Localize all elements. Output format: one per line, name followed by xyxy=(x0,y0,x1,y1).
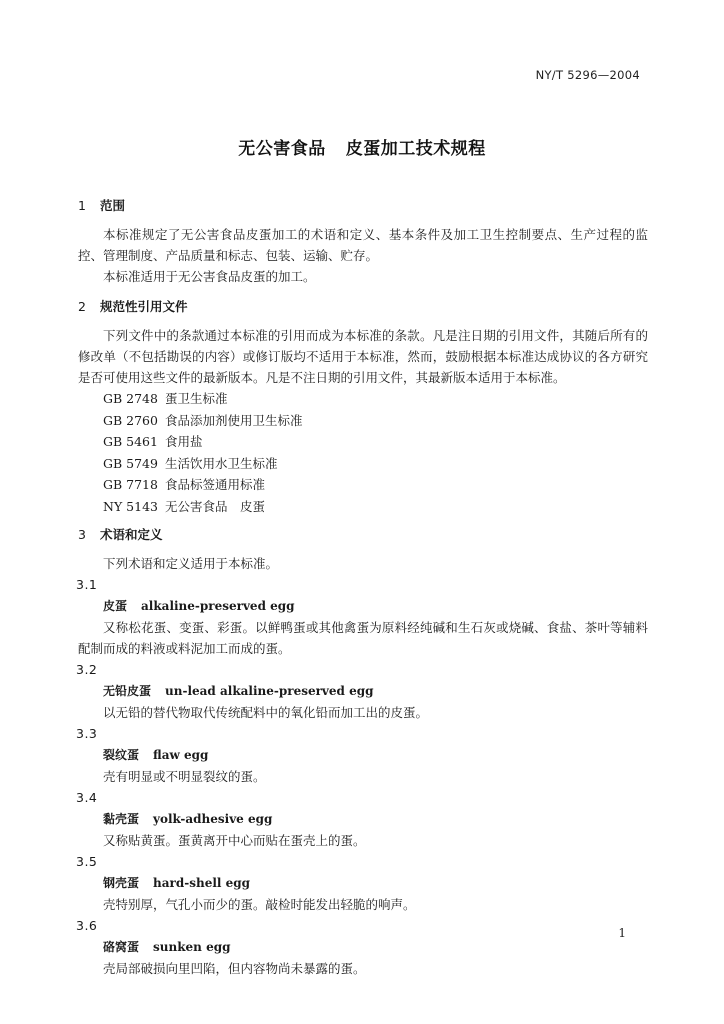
reference-code: GB 2760 xyxy=(103,412,158,428)
term-number: 3.3 xyxy=(76,726,98,741)
term-number: 3.5 xyxy=(76,854,98,869)
term-number: 3.6 xyxy=(76,918,98,933)
section-number: 1 xyxy=(78,198,86,213)
section-number: 2 xyxy=(78,299,86,314)
reference-title: 无公害食品 皮蛋 xyxy=(165,498,266,514)
term-entry xyxy=(78,574,648,659)
term-number: 3.2 xyxy=(76,662,98,677)
reference-item xyxy=(103,474,648,496)
section-heading-scope xyxy=(78,196,648,218)
reference-item xyxy=(103,388,648,410)
term-zh: 黏壳蛋 xyxy=(103,812,140,826)
reference-item xyxy=(103,496,648,518)
term-heading xyxy=(78,872,648,894)
section-title: 规范性引用文件 xyxy=(100,299,188,314)
section-heading-normative-references xyxy=(78,297,648,319)
paragraph: 下列术语和定义适用于本标准。 xyxy=(103,556,279,571)
term-definition: 壳特别厚，气孔小而少的蛋。敲检时能发出轻脆的响声。 xyxy=(103,897,416,912)
term-definition: 又称松花蛋、变蛋、彩蛋。以鲜鸭蛋或其他禽蛋为原料经纯碱和生石灰或烧碱、食盐、茶叶等辅料配制而成的料液或料泥加工而成的蛋。 xyxy=(78,620,648,656)
term-heading xyxy=(78,680,648,702)
title-part-1: 无公害食品 xyxy=(238,139,326,159)
term-en: sunken egg xyxy=(153,940,231,954)
section-number: 3 xyxy=(78,527,86,542)
term-number: 3.4 xyxy=(76,790,98,805)
term-zh: 硌窝蛋 xyxy=(103,940,140,954)
term-heading xyxy=(78,936,648,958)
reference-code: GB 5461 xyxy=(103,434,158,449)
term-number: 3.1 xyxy=(76,577,98,592)
reference-item xyxy=(103,431,648,453)
term-heading xyxy=(78,744,648,766)
term-zh: 无铅皮蛋 xyxy=(103,684,152,698)
reference-code: GB 5749 xyxy=(103,455,158,471)
reference-code: GB 7718 xyxy=(103,477,158,492)
reference-title: 生活饮用水卫生标准 xyxy=(165,455,278,471)
document-body xyxy=(78,190,648,979)
page-title xyxy=(0,134,724,159)
term-en: flaw egg xyxy=(153,748,209,762)
reference-title: 食品添加剂使用卫生标准 xyxy=(165,412,303,428)
reference-code: NY 5143 xyxy=(103,498,158,514)
reference-item xyxy=(103,410,648,432)
paragraph: 本标准规定了无公害食品皮蛋加工的术语和定义、基本条件及加工卫生控制要点、生产过程的监控、管理制度、产品质量和标志、包装、运输、贮存。 xyxy=(78,227,648,263)
term-definition: 壳有明显或不明显裂纹的蛋。 xyxy=(103,769,266,784)
section-heading-terms-and-definitions xyxy=(78,525,648,547)
term-zh: 钢壳蛋 xyxy=(103,876,140,890)
term-entry xyxy=(78,723,648,787)
term-entry xyxy=(78,659,648,723)
term-entry xyxy=(78,787,648,851)
term-en: alkaline-preserved egg xyxy=(141,599,295,613)
term-heading xyxy=(78,808,648,830)
term-en: hard-shell egg xyxy=(153,876,251,890)
reference-title: 食品标签通用标准 xyxy=(165,477,266,492)
reference-list xyxy=(78,388,648,517)
reference-code: GB 2748 xyxy=(103,391,158,406)
document-code: NY/T 5296—2004 xyxy=(535,68,640,82)
reference-item xyxy=(103,453,648,475)
reference-title: 蛋卫生标准 xyxy=(165,391,228,406)
term-definition: 以无铅的替代物取代传统配料中的氧化铅而加工出的皮蛋。 xyxy=(103,705,429,720)
term-entry xyxy=(78,851,648,915)
section-title: 术语和定义 xyxy=(100,527,163,542)
paragraph: 下列文件中的条款通过本标准的引用而成为本标准的条款。凡是注日期的引用文件，其随后所有的修改单（不包括勘误的内容）或修订版均不适用于本标准，然而，鼓励根据本标准达成协议的各方研究是否可使用这些文件的最新版本。凡是不注日期的引用文件，其最新版本适用于本标准。 xyxy=(78,328,648,385)
term-definition: 壳局部破损向里凹陷，但内容物尚未暴露的蛋。 xyxy=(103,961,366,976)
term-en: yolk-adhesive egg xyxy=(153,812,273,826)
title-part-2: 皮蛋加工技术规程 xyxy=(345,139,486,159)
page-number: 1 xyxy=(618,926,626,940)
term-zh: 皮蛋 xyxy=(103,599,128,613)
term-heading xyxy=(78,595,648,617)
reference-title: 食用盐 xyxy=(165,434,203,449)
term-en: un-lead alkaline-preserved egg xyxy=(165,684,374,698)
term-definition: 又称贴黄蛋。蛋黄离开中心而贴在蛋壳上的蛋。 xyxy=(103,833,366,848)
term-zh: 裂纹蛋 xyxy=(103,748,140,762)
section-title: 范围 xyxy=(100,198,126,213)
term-entry xyxy=(78,915,648,979)
paragraph: 本标准适用于无公害食品皮蛋的加工。 xyxy=(103,269,316,284)
